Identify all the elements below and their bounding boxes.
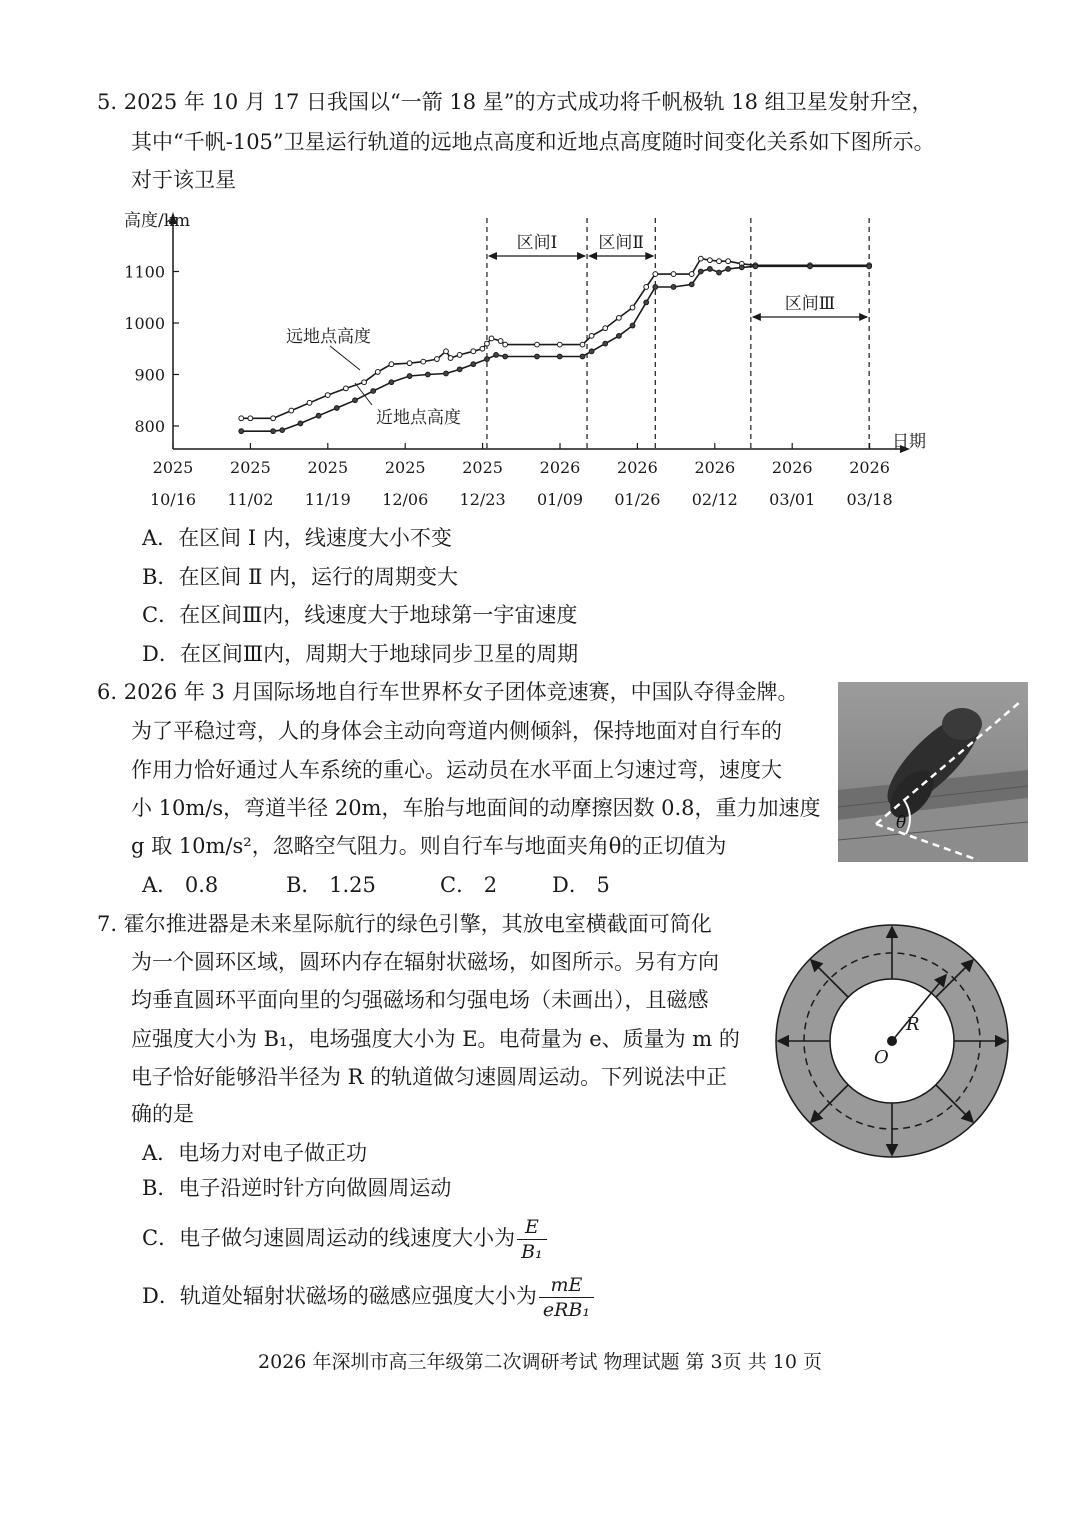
fraction-me-over-erb1: $\frac{mE}{\text{eRB₁}}$ (539, 1273, 594, 1322)
perigee-point (503, 354, 508, 359)
interval-arrow-head-right (645, 252, 654, 260)
apogee-point (362, 380, 367, 385)
perigee-point (739, 265, 744, 270)
interval-arrow-head-right (859, 313, 868, 321)
apogee-label-leader (330, 346, 360, 370)
y-tick-label: 1000 (124, 314, 165, 333)
apogee-point (485, 341, 490, 346)
hall-thruster-ring-diagram (772, 918, 1012, 1158)
q7-stem-line-2: 为一个圆环区域，圆环内存在辐射状磁场，如图所示。另有方向 (131, 950, 719, 974)
apogee-point (248, 416, 253, 421)
q7-option-d[interactable]: D．轨道处辐射状磁场的磁感应强度大小为 $\frac{mE}{\text{eRB₁}}$ (142, 1268, 594, 1324)
interval-label: 区间Ⅲ (784, 294, 836, 314)
perigee-point (708, 267, 713, 272)
q5-option-b[interactable]: B．在区间 Ⅱ 内，运行的周期变大 (142, 565, 459, 589)
orbit-altitude-chart (110, 200, 926, 520)
x-tick-date: 01/26 (614, 490, 661, 509)
apogee-point (444, 349, 449, 354)
apogee-point (480, 346, 485, 351)
apogee-point (603, 326, 608, 331)
x-tick-date: 11/19 (304, 490, 351, 509)
apogee-point (239, 416, 244, 421)
apogee-point (653, 272, 658, 277)
apogee-point (435, 357, 440, 362)
apogee-point (407, 361, 412, 366)
x-tick-year: 2025 (462, 458, 503, 477)
apogee-point (503, 342, 508, 347)
perigee-point (580, 354, 585, 359)
apogee-point (589, 333, 594, 338)
apogee-point (344, 386, 349, 391)
x-tick-date: 03/01 (769, 490, 816, 509)
center-label: O (874, 1047, 889, 1068)
interval-arrow-head-right (577, 252, 586, 260)
x-tick-year: 2026 (539, 458, 581, 477)
apogee-point (557, 342, 562, 347)
q6-stem-line-3: 作用力恰好通过人车系统的重心。运动员在水平面上匀速过弯，速度大 (131, 758, 782, 782)
q7-stem-line-6: 确的是 (131, 1102, 194, 1126)
angle-theta-label: θ (896, 813, 907, 833)
perigee-point (457, 367, 462, 372)
x-tick-date: 12/06 (382, 490, 429, 509)
x-tick-date: 02/12 (691, 490, 738, 509)
y-tick-label: 1100 (124, 262, 165, 282)
perigee-point (617, 333, 622, 338)
perigee-point (425, 372, 430, 377)
y-axis-label: 高度/km (124, 211, 191, 231)
apogee-point (671, 272, 676, 277)
apogee-point (498, 339, 503, 344)
q6-option-c[interactable]: C． 2 (440, 873, 498, 897)
perigee-point (353, 398, 358, 403)
perigee-point (589, 349, 594, 354)
fraction-e-over-b1: $\frac{E}{\text{B₁}}$ (517, 1215, 547, 1264)
x-tick-date: 12/23 (459, 490, 506, 509)
x-tick-date: 03/18 (846, 490, 893, 509)
perigee-point (867, 264, 872, 269)
q6-stem-line-1: 6. 2026 年 3 月国际场地自行车世界杯女子团体竞速赛，中国队夺得金牌。 (97, 680, 799, 704)
perigee-point (717, 270, 722, 275)
q7-stem-line-4: 应强度大小为 B₁，电场强度大小为 E。电荷量为 e、质量为 m 的 (131, 1027, 740, 1051)
apogee-point (580, 342, 585, 347)
perigee-point (280, 428, 285, 433)
perigee-point (334, 406, 339, 411)
perigee-point (389, 380, 394, 385)
q6-stem-line-4: 小 10m/s，弯道半径 20m，车胎与地面间的动摩擦因数 0.8，重力加速度 (131, 796, 821, 820)
apogee-point (689, 272, 694, 277)
interval-label: 区间Ⅱ (598, 233, 644, 253)
q6-option-d[interactable]: D． 5 (552, 873, 610, 897)
q5-stem-line-3: 对于该卫星 (131, 168, 236, 192)
interval-arrow-head-left (752, 313, 761, 321)
apogee-point (726, 259, 731, 264)
perigee-point (298, 421, 303, 426)
perigee-point (407, 374, 412, 379)
apogee-series-label: 远地点高度 (286, 327, 371, 347)
perigee-point (698, 269, 703, 274)
q7-stem-line-1: 7. 霍尔推进器是未来星际航行的绿色引擎，其放电室横截面可简化 (97, 912, 712, 936)
q5-option-d[interactable]: D．在区间Ⅲ内，周期大于地球同步卫星的周期 (142, 642, 579, 666)
radius-label: R (906, 1014, 920, 1035)
perigee-point (485, 357, 490, 362)
q7-stem-line-5: 电子恰好能够沿半径为 R 的轨道做匀速圆周运动。下列说法中正 (131, 1065, 728, 1089)
x-tick-year: 2025 (384, 458, 426, 477)
perigee-point (726, 267, 731, 272)
q6-option-b[interactable]: B． 1.25 (286, 873, 376, 897)
perigee-series-label: 近地点高度 (376, 408, 461, 428)
q6-option-a[interactable]: A． 0.8 (142, 873, 219, 897)
q6-stem-line-5: g 取 10m/s²，忽略空气阻力。则自行车与地面夹角θ的正切值为 (131, 834, 727, 858)
interval-arrow-head-left (488, 252, 497, 260)
cyclist-photo (838, 682, 1028, 862)
apogee-point (617, 315, 622, 320)
apogee-point (448, 356, 453, 361)
q7-stem-line-3: 均垂直圆环平面向里的匀强磁场和匀强电场（未画出），且磁感 (131, 988, 709, 1012)
interval-arrow-head-left (588, 252, 597, 260)
apogee-point (325, 393, 330, 398)
x-tick-date: 11/02 (227, 490, 274, 509)
y-tick-label: 900 (134, 365, 165, 385)
x-tick-year: 2026 (771, 458, 813, 477)
perigee-point (808, 264, 813, 269)
x-tick-year: 2025 (230, 458, 271, 477)
apogee-point (535, 342, 540, 347)
perigee-point (271, 429, 276, 434)
apogee-point (421, 359, 426, 364)
perigee-point (535, 354, 540, 359)
perigee-point (494, 353, 499, 358)
apogee-point (630, 305, 635, 310)
q5-stem-line-1: 5. 2025 年 10 月 17 日我国以“一箭 18 星”的方式成功将千帆极轨 18 组卫星发射升空， (97, 90, 933, 114)
x-tick-date: 10/16 (149, 490, 197, 509)
perigee-point (444, 371, 449, 376)
apogee-point (457, 353, 462, 358)
apogee-point (389, 362, 394, 367)
q5-stem-line-2: 其中“千帆-105”卫星运行轨道的远地点高度和近地点高度随时间变化关系如下图所示。 (131, 130, 935, 154)
perigee-point (371, 389, 376, 394)
x-tick-year: 2025 (152, 458, 194, 477)
perigee-point (316, 413, 321, 418)
apogee-point (717, 259, 722, 264)
q5-option-a[interactable]: A．在区间 Ⅰ 内，线速度大小不变 (142, 526, 452, 550)
y-tick-label: 800 (134, 417, 165, 436)
perigee-point (471, 362, 476, 367)
q6-stem-line-2: 为了平稳过弯，人的身体会主动向弯道内侧倾斜，保持地面对自行车的 (131, 719, 782, 743)
perigee-point (603, 341, 608, 346)
apogee-point (289, 408, 294, 413)
x-tick-date: 01/09 (536, 490, 584, 509)
x-tick-year: 2025 (307, 458, 349, 477)
page-footer: 2026 年深圳市高三年级第二次调研考试 物理试题 第 3页 共 10 页 (258, 1351, 822, 1373)
apogee-point (375, 370, 380, 375)
apogee-point (307, 400, 312, 405)
perigee-point (630, 323, 635, 328)
perigee-label-leader (355, 383, 372, 405)
x-tick-year: 2026 (849, 458, 890, 477)
perigee-point (689, 282, 694, 287)
q5-option-c[interactable]: C．在区间Ⅲ内，线速度大于地球第一宇宙速度 (142, 603, 578, 627)
apogee-point (708, 258, 713, 263)
q7-option-a[interactable]: A．电场力对电子做正功 (142, 1141, 368, 1165)
x-tick-year: 2026 (694, 458, 736, 477)
perigee-point (671, 285, 676, 290)
perigee-point (557, 354, 562, 359)
apogee-point (271, 416, 276, 421)
interval-label: 区间Ⅰ (516, 233, 558, 253)
x-tick-year: 2026 (617, 458, 658, 477)
perigee-point (653, 285, 658, 290)
perigee-point (644, 300, 649, 305)
apogee-point (698, 256, 703, 261)
perigee-point (753, 264, 758, 269)
apogee-point (489, 336, 494, 341)
x-axis-label: 日期 (892, 432, 926, 452)
q7-option-c[interactable]: C．电子做匀速圆周运动的线速度大小为 $\frac{E}{\text{B₁}}$ (142, 1210, 547, 1266)
apogee-point (471, 349, 476, 354)
perigee-point (239, 429, 244, 434)
apogee-point (644, 285, 649, 290)
q7-option-b[interactable]: B．电子沿逆时针方向做圆周运动 (142, 1176, 452, 1200)
